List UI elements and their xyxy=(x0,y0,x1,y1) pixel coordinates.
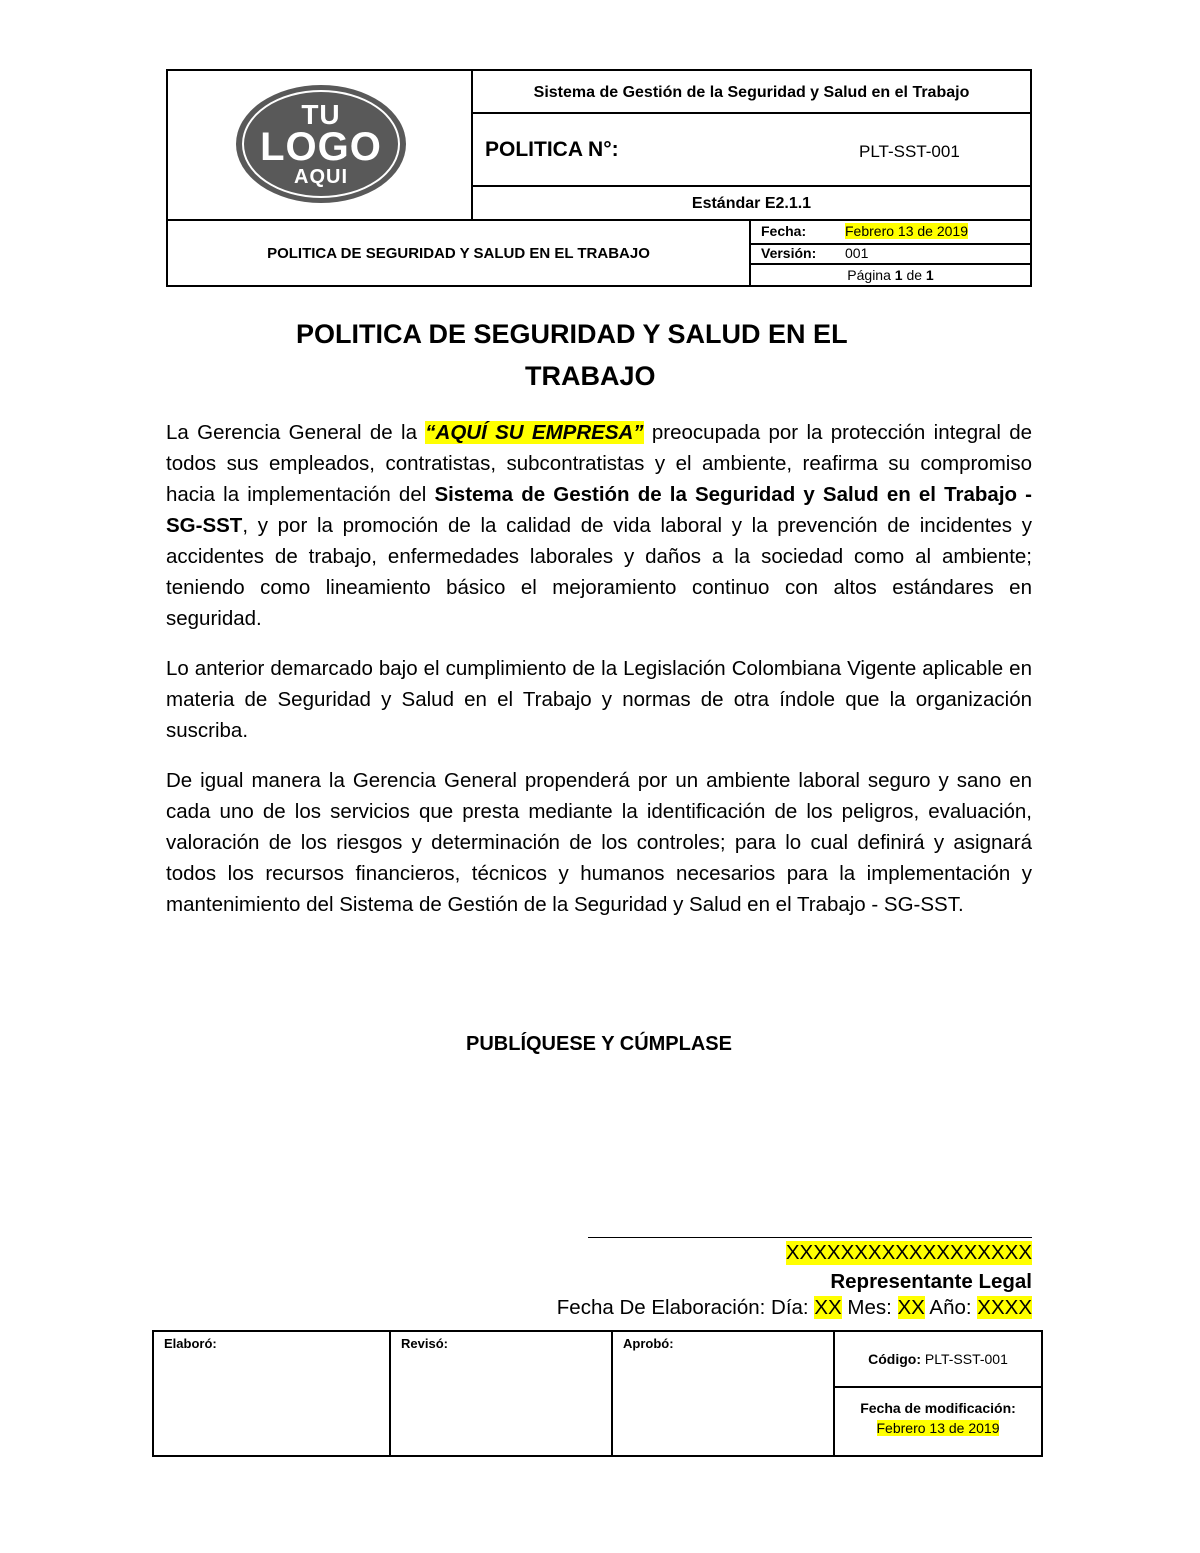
version-row xyxy=(751,245,1030,265)
page-prefix: Página xyxy=(847,267,895,283)
page-number: 1 xyxy=(894,267,903,283)
version-label: Versión: xyxy=(761,245,817,261)
reviewed-by-cell xyxy=(391,1332,613,1455)
header-document-title: POLITICA DE SEGURIDAD Y SALUD EN EL TRABAJO xyxy=(168,221,751,285)
code-cell xyxy=(835,1332,1041,1455)
footer-code xyxy=(835,1332,1041,1388)
date-label: Fecha: xyxy=(761,223,807,239)
version-value: 001 xyxy=(845,245,869,261)
company-logo xyxy=(236,85,406,203)
header-meta xyxy=(751,221,1030,285)
document-header xyxy=(166,69,1032,287)
prepared-by-cell xyxy=(154,1332,391,1455)
elaboration-date xyxy=(557,1296,1032,1320)
system-name: Sistema de Gestión de la Seguridad y Salud en el Trabajo xyxy=(473,71,1030,114)
company-name-placeholder: “AQUÍ SU EMPRESA” xyxy=(425,421,644,444)
paragraph-1-text-b: preocupada por la protección integral de todos sus empleados, contratistas, subcontratistas y el ambiente, reafirma su compromiso hacia la implementación del xyxy=(166,421,1032,506)
policy-code: PLT-SST-001 xyxy=(859,142,960,161)
signature-role: Representante Legal xyxy=(830,1270,1032,1293)
reviewed-by-label: Revisó: xyxy=(401,1336,448,1351)
logo-text-line1: TU xyxy=(301,99,341,130)
footer-code-value: PLT-SST-001 xyxy=(920,1351,1008,1367)
standard-label: Estándar E2.1.1 xyxy=(691,195,812,212)
modification-date-label: Fecha de modificación: xyxy=(860,1400,1016,1416)
page-total: 1 xyxy=(925,267,934,283)
signature-line xyxy=(588,1237,1032,1238)
modification-date-value: Febrero 13 de 2019 xyxy=(876,1420,1000,1436)
elaboration-month-label: Mes: xyxy=(841,1296,898,1319)
elaboration-date-prefix: Fecha De Elaboración: Día: xyxy=(556,1296,815,1319)
page-row xyxy=(751,265,1030,285)
date-value: Febrero 13 de 2019 xyxy=(845,223,968,239)
paragraph-1-text-a: La Gerencia General de la xyxy=(166,421,426,444)
paragraph-1-text-c: , y por la promoción de la calidad de vida laboral y la prevención de incidentes y accidentes de trabajo, enfermedades laborales y daños a la sociedad como al ambiente; teniendo como lineamiento básico el mejoramiento continuo con altos estándares en seguridad. xyxy=(166,514,1032,630)
footer-code-label: Código: xyxy=(868,1351,921,1367)
elaboration-year: XXXX xyxy=(977,1296,1032,1319)
logo-text-line2: LOGO xyxy=(260,125,382,169)
approved-by-cell xyxy=(613,1332,835,1455)
policy-number-label: POLITICA N°: xyxy=(485,138,619,161)
logo-cell xyxy=(168,71,473,219)
prepared-by-label: Elaboró: xyxy=(164,1336,217,1351)
page-mid: de xyxy=(902,267,926,283)
elaboration-year-label: Año: xyxy=(924,1296,978,1319)
paragraph-3: De igual manera la Gerencia General propenderá por un ambiente laboral seguro y sano en cada uno de los servicios que presta mediante la identificación de los peligros, evaluación, valoración de los riesgos y determinación de los controles; para lo cual definirá y asignará todos los recursos financieros, técnicos y humanos necesarios para la implementación y mantenimiento del Sistema de Gestión de la Seguridad y Salud en el Trabajo - SG-SST. xyxy=(166,769,1032,916)
date-row xyxy=(751,221,1030,245)
paragraph-1 xyxy=(166,417,1032,634)
system-name-bold: Sistema de Gestión de la Seguridad y Salud en el Trabajo - SG-SST xyxy=(166,483,1032,537)
header-bottom-row xyxy=(168,219,1030,285)
elaboration-month: XX xyxy=(897,1296,925,1319)
paragraph-2: Lo anterior demarcado bajo el cumplimiento de la Legislación Colombiana Vigente aplicable en materia de Seguridad y Salud en el Trabajo y normas de otra índole que la organización suscriba. xyxy=(166,657,1032,742)
modification-date xyxy=(835,1398,1041,1438)
closing-statement: PUBLÍQUESE Y CÚMPLASE xyxy=(466,1033,732,1055)
page-title-line2: TRABAJO xyxy=(525,361,656,391)
logo-text-line3: AQUI xyxy=(294,166,348,188)
policy-number-row xyxy=(473,114,1030,187)
signature-name: XXXXXXXXXXXXXXXXXX xyxy=(785,1241,1032,1264)
approved-by-label: Aprobó: xyxy=(623,1336,674,1351)
elaboration-day: XX xyxy=(814,1296,842,1319)
page-title-line1: POLITICA DE SEGURIDAD Y SALUD EN EL xyxy=(296,319,848,349)
approval-footer xyxy=(152,1330,1043,1457)
